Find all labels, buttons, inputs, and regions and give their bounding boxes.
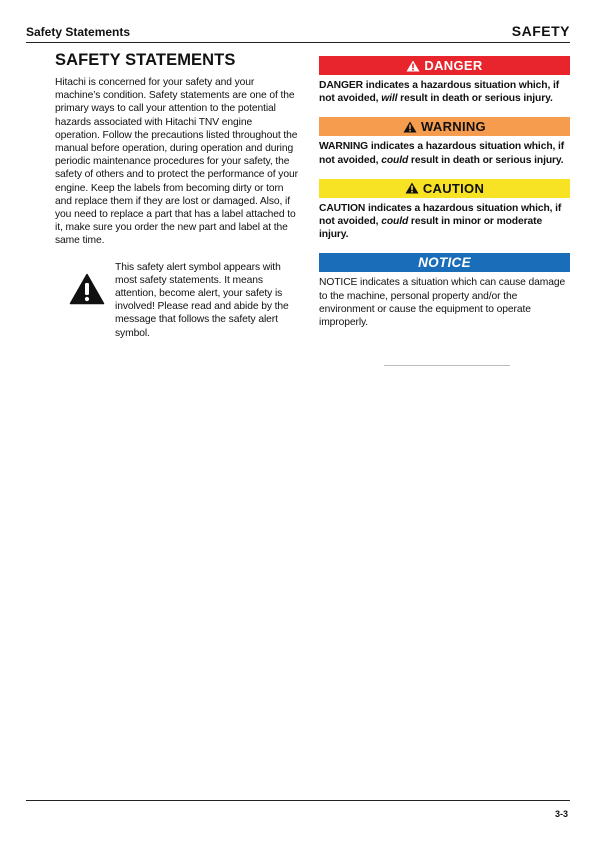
safety-alert-text: This safety alert symbol appears with most safety statements. It means attention, become alert, your safety is involved! Please read and abide by the message that follows the safety alert symbol.: [115, 261, 289, 339]
warning-statement: WARNING indicates a hazardous situation which, if not avoided, could result in death or serious injury.: [319, 141, 565, 166]
left-column: [55, 51, 299, 341]
danger-label: DANGER: [424, 58, 483, 73]
caution-label: CAUTION: [422, 180, 485, 196]
warning-emphasis: could: [381, 154, 409, 166]
right-column: [319, 56, 570, 329]
danger-statement: DANGER indicates a hazardous situation which, if not avoided, will result in death or serious injury.: [319, 80, 560, 105]
section-title: SAFETY STATEMENTS: [55, 51, 236, 69]
footer-divider: [26, 800, 570, 801]
header-divider: [26, 42, 570, 43]
notice-statement: NOTICE indicates a situation which can cause damage to the machine, personal property and/or the environment or cause the equipment to operate improperly.: [319, 277, 566, 329]
notice-label: NOTICE: [418, 255, 471, 271]
safety-alert-explanation: [55, 261, 299, 341]
page-number: 3-3: [554, 809, 568, 819]
caution-emphasis: could: [381, 216, 409, 228]
caution-banner: [319, 179, 570, 198]
running-header-chapter: SAFETY: [511, 23, 570, 39]
warning-triangle-icon: [406, 60, 420, 72]
safety-alert-icon: [69, 273, 105, 305]
danger-banner: [319, 56, 570, 75]
warning-triangle-icon: [403, 121, 417, 133]
caution-statement: CAUTION indicates a hazardous situation which, if not avoided, could result in minor or moderate injury.: [319, 202, 562, 241]
notice-banner: [319, 253, 570, 272]
column-end-divider: [384, 365, 510, 366]
warning-banner: [319, 117, 570, 136]
warning-label: WARNING: [421, 119, 486, 135]
running-header-section: Safety Statements: [26, 25, 131, 39]
danger-emphasis: will: [381, 93, 398, 105]
warning-triangle-icon: [405, 182, 419, 194]
intro-paragraph: Hitachi is concerned for your safety and your machine’s condition. Safety statements are one of the primary ways to call your attention to the potential hazards associated with Hitachi TNV engine operation. Follow the precautions listed throughout the manual before operation, during operation and during periodic maintenance procedures for your safety, the safety of others and to protect the performance of your engine. Keep the labels from becoming dirty or torn and replace them if they are lost or damaged. Also, if you need to replace a part that has a label attached to it, make sure you order the new part and label at the same time.: [55, 77, 298, 247]
